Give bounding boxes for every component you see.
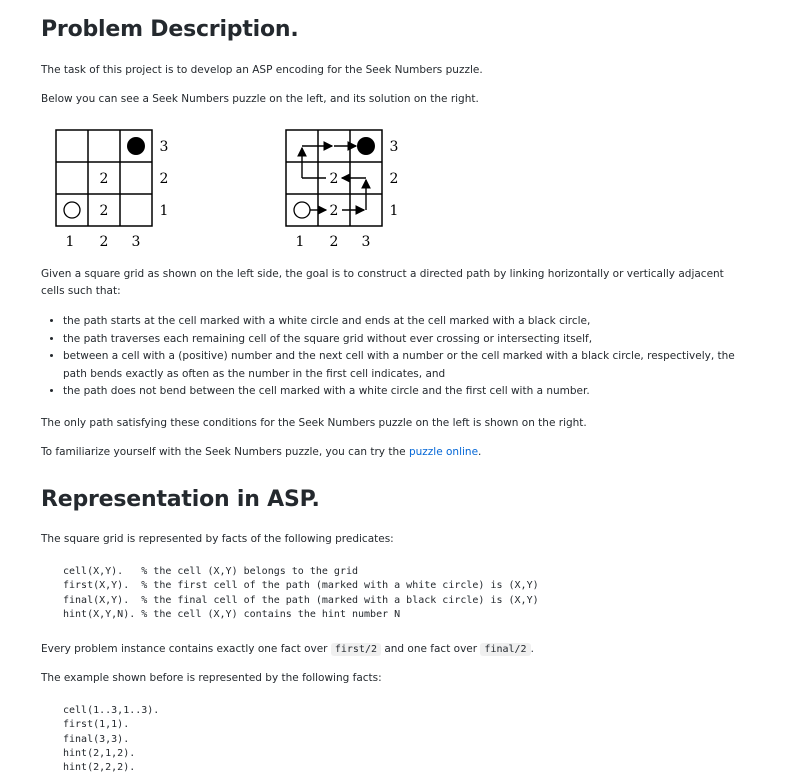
every-suffix: .	[530, 643, 534, 655]
row-hint: 1	[159, 203, 169, 219]
given-paragraph: Given a square grid as shown on the left side, the goal is to construct a directed path by linking horizontally or vertically adjacent cells such that:	[41, 268, 724, 297]
row-hint: 3	[389, 139, 399, 155]
code-line: first(1,1).	[63, 719, 130, 731]
cell-number: 2	[99, 203, 109, 219]
black-circle-icon	[127, 137, 145, 155]
below-paragraph: Below you can see a Seek Numbers puzzle on the left, and its solution on the right.	[41, 93, 479, 105]
representation-intro: The square grid is represented by facts of the following predicates:	[41, 533, 394, 545]
white-circle-icon	[64, 202, 80, 218]
row-hint: 1	[389, 203, 399, 219]
list-item: • the path starts at the cell marked with a white circle and ends at the cell marked with a black circle,	[63, 313, 753, 331]
col-label: 2	[99, 234, 109, 250]
col-label: 3	[131, 234, 141, 250]
only-path-paragraph: The only path satisfying these conditions for the Seek Numbers puzzle on the left is shown on the right.	[41, 417, 587, 429]
representation-heading: Representation in ASP.	[41, 487, 320, 512]
row-hint: 2	[159, 171, 169, 187]
inline-code-first: first/2	[331, 643, 381, 656]
code-line: hint(2,2,2).	[63, 762, 136, 774]
col-label: 3	[361, 234, 371, 250]
white-circle-icon	[294, 202, 310, 218]
black-circle-icon	[357, 137, 375, 155]
puzzle-figure	[50, 126, 190, 254]
example-intro-paragraph: The example shown before is represented by the following facts:	[41, 672, 382, 684]
row-hint: 2	[389, 171, 399, 187]
predicates-code-block	[63, 565, 539, 622]
cell-number: 2	[329, 171, 339, 187]
code-line: cell(1..3,1..3).	[63, 705, 160, 716]
puzzle-online-link[interactable]: puzzle online	[408, 446, 479, 458]
cell-number: 2	[99, 171, 109, 187]
code-line: final(X,Y). % the final cell of the path (marked with a black circle) is (X,Y)	[63, 594, 539, 606]
familiarize-paragraph	[41, 444, 741, 461]
list-item: • the path traverses each remaining cell of the square grid without ever crossing or intersecting itself,	[63, 331, 753, 349]
conditions-list	[41, 313, 753, 401]
problem-description-heading: Problem Description.	[41, 17, 299, 42]
list-item: • the path does not bend between the cell marked with a white circle and the first cell with a number.	[63, 383, 753, 401]
list-item: • between a cell with a (positive) number and the next cell with a number or the cell marked with a black circle, respectively, the path bends exactly as often as the number in the first cell indicates, and	[63, 348, 753, 383]
code-line: hint(2,1,2).	[63, 747, 136, 759]
col-label: 1	[65, 234, 75, 250]
facts-code-block	[63, 704, 159, 775]
every-mid-text: and one fact over	[381, 643, 481, 655]
familiarize-suffix: .	[478, 446, 482, 458]
cell-number: 2	[329, 203, 339, 219]
code-line: final(3,3).	[63, 733, 130, 745]
every-text: Every problem instance contains exactly one fact over	[41, 643, 331, 655]
code-line: cell(X,Y). % the cell (X,Y) belongs to the grid	[63, 566, 359, 577]
code-line: hint(X,Y,N). % the cell (X,Y) contains the hint number N	[63, 608, 401, 620]
every-instance-paragraph	[41, 641, 741, 658]
intro-paragraph: The task of this project is to develop an ASP encoding for the Seek Numbers puzzle.	[41, 64, 483, 76]
familiarize-text: To familiarize yourself with the Seek Numbers puzzle, you can try the	[41, 446, 409, 458]
solution-figure	[280, 126, 420, 254]
col-label: 1	[295, 234, 305, 250]
code-line: first(X,Y). % the first cell of the path (marked with a white circle) is (X,Y)	[63, 580, 539, 592]
inline-code-final: final/2	[480, 643, 530, 656]
col-label: 2	[329, 234, 339, 250]
row-hint: 3	[159, 139, 169, 155]
